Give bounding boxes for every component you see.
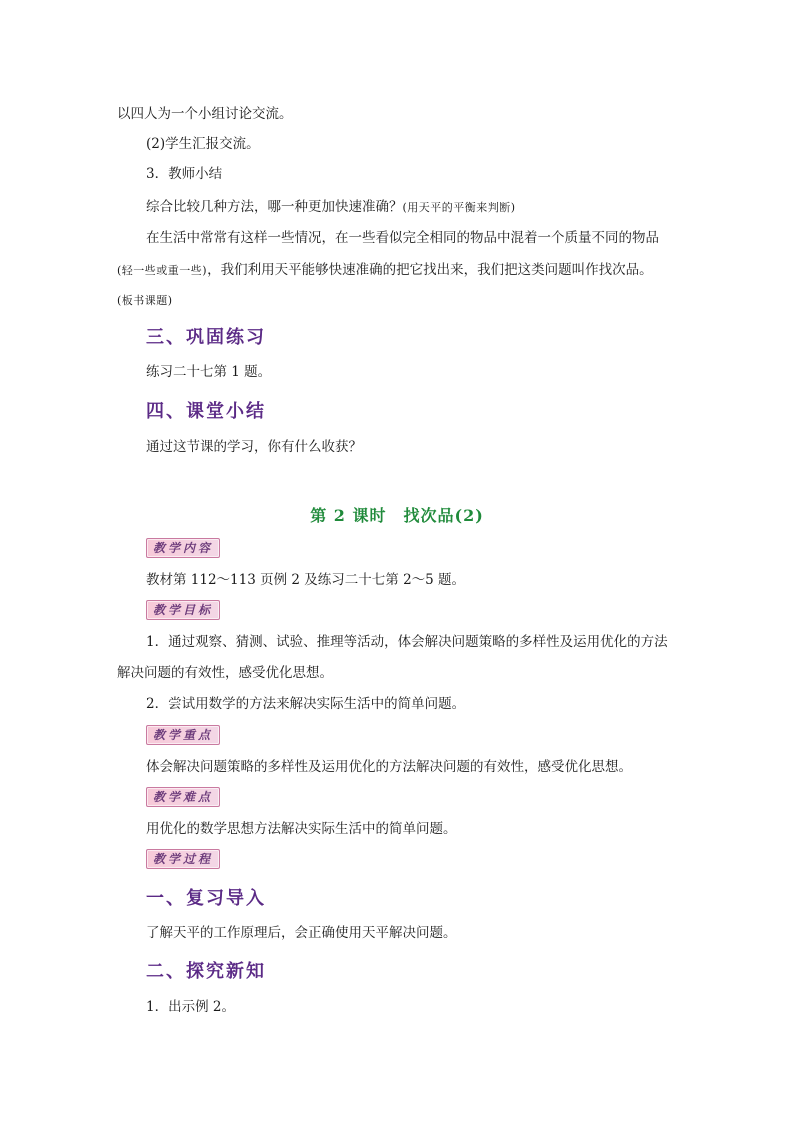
section-tag-process: 教学过程 bbox=[146, 849, 220, 869]
paragraph-line: 在生活中常常有这样一些情况，在一些看似完全相同的物品中混着一个质量不同的物品 bbox=[146, 230, 659, 246]
section-heading: 四、课堂小结 bbox=[146, 401, 266, 422]
lesson-title: 第 2 课时 找次品(2) bbox=[310, 506, 484, 525]
section-heading: 三、巩固练习 bbox=[146, 327, 266, 348]
section-heading: 一、复习导入 bbox=[146, 888, 266, 909]
paragraph-text: ，我们利用天平能够快速准确的把它找出来，我们把这类问题叫作找次品。 bbox=[207, 262, 653, 278]
paragraph-line: 体会解决问题策略的多样性及运用优化的方法解决问题的有效性，感受优化思想。 bbox=[146, 759, 632, 775]
paragraph-line bbox=[117, 260, 653, 281]
paragraph-line: 1．通过观察、猜测、试验、推理等活动，体会解决问题策略的多样性及运用优化的方法 bbox=[146, 634, 668, 650]
paragraph-line: 练习二十七第 1 题。 bbox=[146, 364, 272, 380]
section-tag-teaching-content: 教学内容 bbox=[146, 538, 220, 558]
paragraph-line: 教材第 112～113 页例 2 及练习二十七第 2～5 题。 bbox=[146, 572, 466, 588]
annotation-note: (用天平的平衡来判断) bbox=[402, 201, 516, 214]
annotation-note: (板书课题) bbox=[117, 294, 173, 307]
paragraph-line bbox=[146, 197, 516, 218]
paragraph-text: 综合比较几种方法，哪一种更加快速准确？ bbox=[146, 199, 403, 215]
annotation-note: (轻一些或重一些) bbox=[117, 264, 208, 277]
section-tag-difficulties: 教学难点 bbox=[146, 787, 220, 807]
paragraph-line: 2．尝试用数学的方法来解决实际生活中的简单问题。 bbox=[146, 696, 466, 712]
paragraph-line: 以四人为一个小组讨论交流。 bbox=[117, 106, 293, 122]
section-tag-key-points: 教学重点 bbox=[146, 725, 220, 745]
section-tag-teaching-goals: 教学目标 bbox=[146, 600, 220, 620]
paragraph-line: 了解天平的工作原理后，会正确使用天平解决问题。 bbox=[146, 925, 457, 941]
paragraph-line: 3．教师小结 bbox=[146, 166, 223, 182]
paragraph-line: (2)学生汇报交流。 bbox=[146, 136, 260, 152]
section-heading: 二、探究新知 bbox=[146, 961, 266, 982]
paragraph-line: 通过这节课的学习，你有什么收获？ bbox=[146, 439, 362, 455]
paragraph-line: 1．出示例 2。 bbox=[146, 999, 235, 1015]
paragraph-line: 解决问题的有效性，感受优化思想。 bbox=[117, 665, 333, 681]
paragraph-line: 用优化的数学思想方法解决实际生活中的简单问题。 bbox=[146, 821, 457, 837]
